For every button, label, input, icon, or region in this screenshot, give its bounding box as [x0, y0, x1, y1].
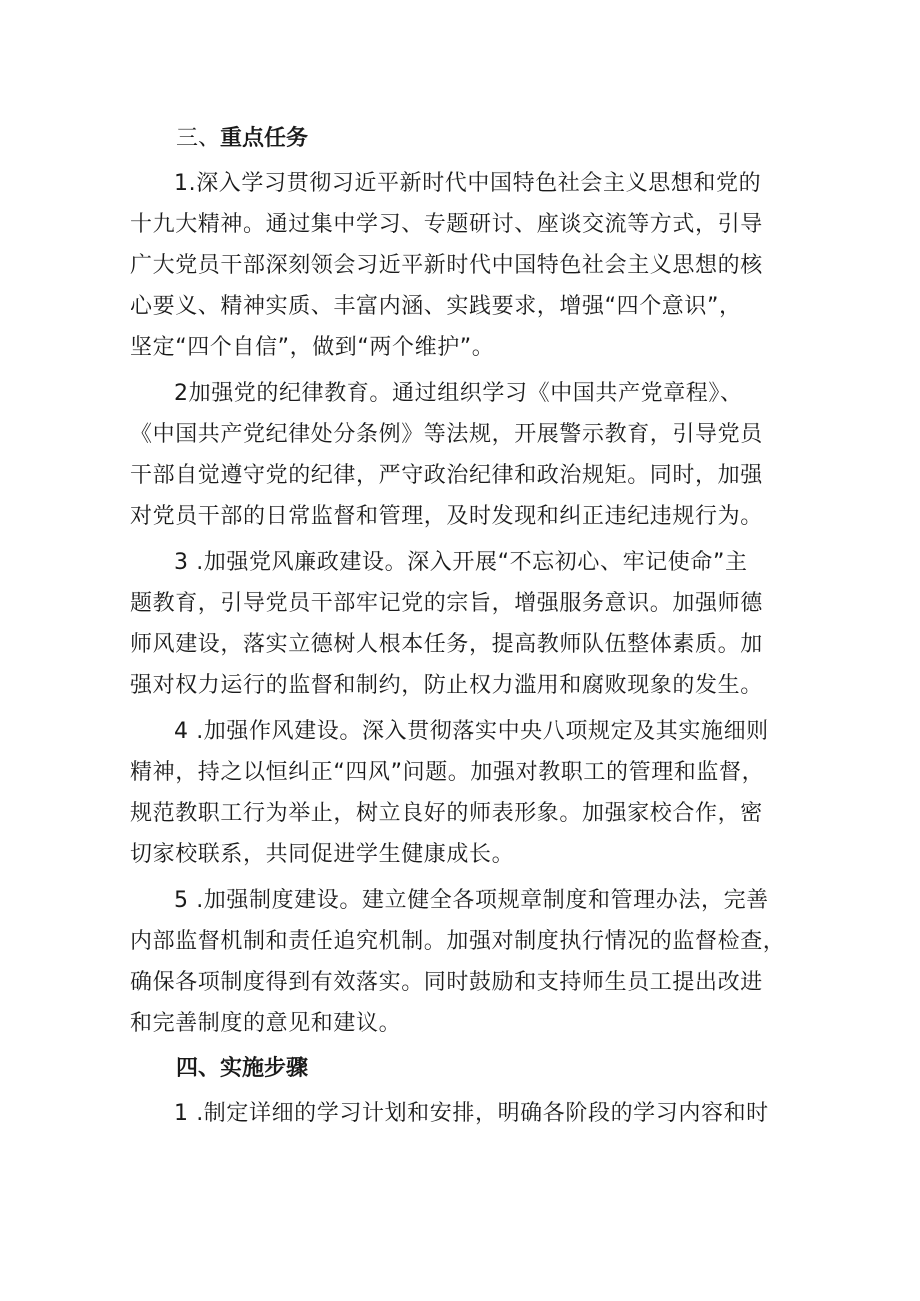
- paragraph-line: 对党员干部的日常监督和管理，及时发现和纠正违纪违规行为。: [130, 504, 763, 529]
- paragraph-line: 坚定“四个自信”，做到“两个维护”。: [130, 335, 495, 360]
- paragraph-line: 1 .制定详细的学习计划和安排，明确各阶段的学习内容和时: [174, 1101, 769, 1126]
- paragraph-line: 2加强党的纪律教育。通过组织学习《中国共产党章程》、: [174, 381, 743, 406]
- paragraph-line: 心要义、精神实质、丰富内涵、实践要求，增强“四个意识”，: [130, 294, 742, 319]
- paragraph-line: 精神，持之以恒纠正“四风”问题。加强对教职工的管理和监督，: [130, 760, 765, 785]
- paragraph-line: 1.深入学习贯彻习近平新时代中国特色社会主义思想和党的: [174, 171, 762, 196]
- paragraph-step-1: [130, 1093, 786, 1134]
- paragraph-line: 4 .加强作风建设。深入贯彻落实中央八项规定及其实施细则: [174, 719, 769, 744]
- section-heading-title: 四、实施步骤: [176, 1056, 309, 1081]
- paragraph-line: 确保各项制度得到有效落实。同时鼓励和支持师生员工提出改进: [130, 970, 763, 995]
- paragraph-line: 规范教职工行为举止，树立良好的师表形象。加强家校合作，密: [130, 801, 763, 826]
- paragraph-task-4: [130, 711, 786, 875]
- section-heading-title: 重点任务: [220, 126, 309, 151]
- paragraph-line: 《中国共产党纪律处分条例》等法规，开展警示教育，引导党员: [130, 422, 763, 447]
- paragraph-line: 切家校联系，共同促进学生健康成长。: [130, 842, 515, 867]
- paragraph-task-5: [130, 880, 786, 1044]
- paragraph-line: 3 .加强党风廉政建设。深入开展“不忘初心、牢记使命”主: [174, 550, 748, 575]
- paragraph-line: 干部自觉遵守党的纪律，严守政治纪律和政治规矩。同时，加强: [130, 463, 763, 488]
- paragraph-task-3: [130, 542, 786, 706]
- section-heading-key-tasks: [130, 118, 786, 159]
- paragraph-task-1: [130, 163, 786, 368]
- paragraph-line: 和完善制度的意见和建议。: [130, 1011, 402, 1036]
- section-heading-prefix: 三、: [176, 126, 221, 151]
- paragraph-line: 广大党员干部深刻领会习近平新时代中国特色社会主义思想的核: [130, 253, 763, 278]
- section-heading-implementation-steps: [130, 1048, 786, 1089]
- paragraph-line: 内部监督机制和责任追究机制。加强对制度执行情况的监督检查，: [130, 929, 786, 954]
- paragraph-line: 题教育，引导党员干部牢记党的宗旨，增强服务意识。加强师德: [130, 591, 763, 616]
- paragraph-line: 5 .加强制度建设。建立健全各项规章制度和管理办法，完善: [174, 888, 769, 913]
- paragraph-task-2: [130, 373, 786, 537]
- paragraph-line: 十九大精神。通过集中学习、专题研讨、座谈交流等方式，引导: [130, 212, 763, 237]
- paragraph-line: 师风建设，落实立德树人根本任务，提高教师队伍整体素质。加: [130, 632, 763, 657]
- paragraph-line: 强对权力运行的监督和制约，防止权力滥用和腐败现象的发生。: [130, 673, 763, 698]
